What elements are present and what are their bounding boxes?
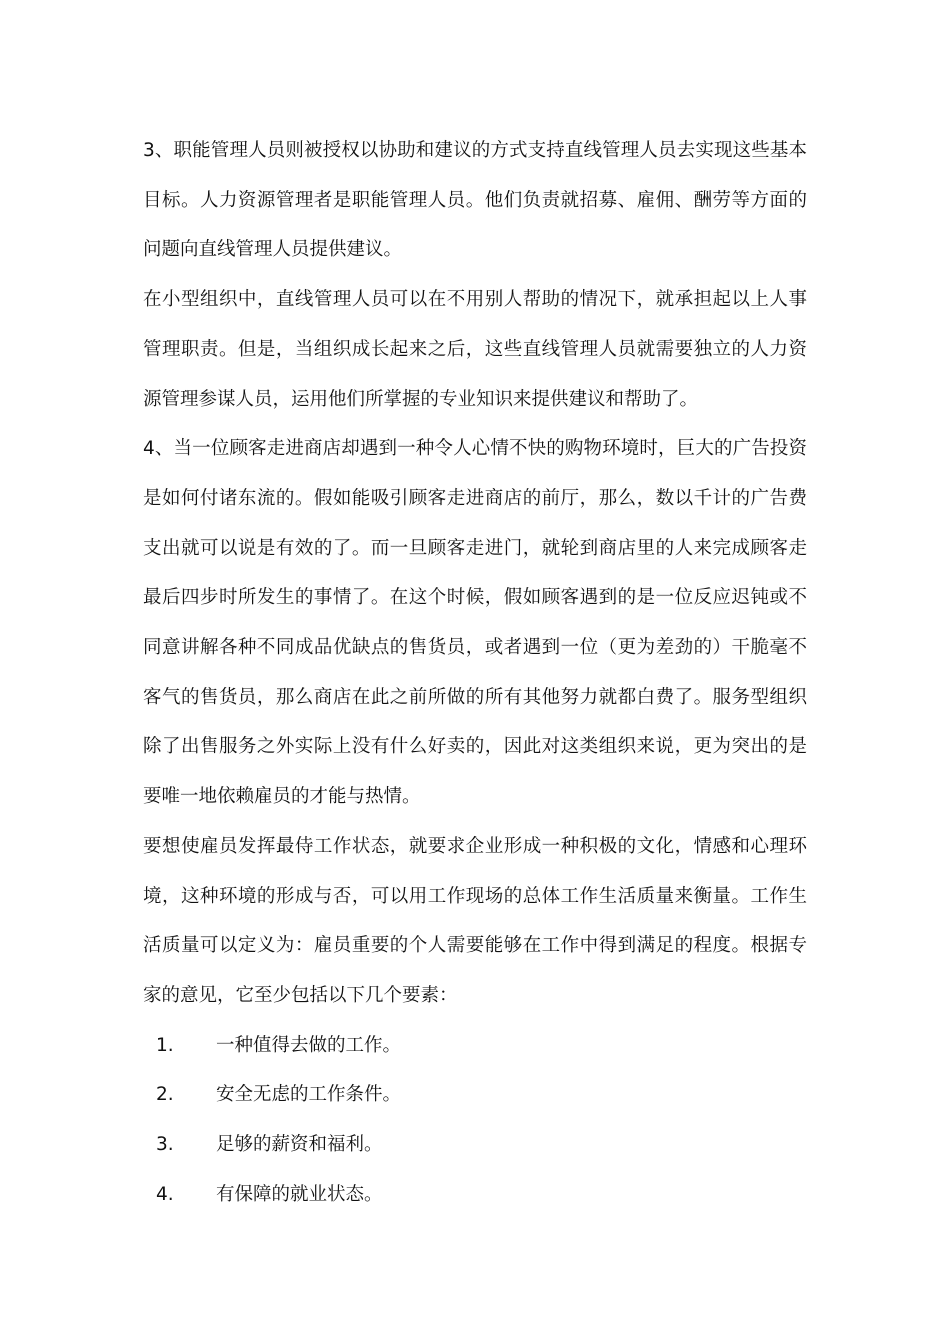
paragraph-functional-managers: 3、职能管理人员则被授权以协助和建议的方式支持直线管理人员去实现这些基本目标。人力资源管理者是职能管理人员。他们负责就招募、雇佣、酬劳等方面的问题向直线管理人员提供建议。 (143, 140, 807, 261)
list-item (143, 1170, 807, 1220)
list-item-number: 1. (156, 1034, 174, 1056)
document-body (143, 126, 807, 1219)
elements-list (143, 1021, 807, 1220)
list-item-text: 足够的薪资和福利。 (216, 1134, 383, 1156)
list-item-number: 3. (156, 1134, 174, 1156)
list-item (143, 1120, 807, 1170)
list-item (143, 1070, 807, 1120)
paragraph-customer-experience: 4、当一位顾客走进商店却遇到一种令人心情不快的购物环境时，巨大的广告投资是如何付诸东流的。假如能吸引顾客走进商店的前厅，那么，数以千计的广告费支出就可以说是有效的了。而一旦顾客走进门，就轮到商店里的人来完成顾客走最后四步时所发生的事情了。在这个时候，假如顾客遇到的是一位反应迟钝或不同意讲解各种不同成品优缺点的售货员，或者遇到一位（更为差劲的）干脆毫不客气的售货员，那么商店在此之前所做的所有其他努力就都白费了。服务型组织除了出售服务之外实际上没有什么好卖的，因此对这类组织来说，更为突出的是要唯一地依赖雇员的才能与热情。 (143, 438, 807, 808)
paragraph-small-organizations: 在小型组织中，直线管理人员可以在不用别人帮助的情况下，就承担起以上人事管理职责。但是，当组织成长起来之后，这些直线管理人员就需要独立的人力资源管理参谋人员，运用他们所掌握的专业知识来提供建议和帮助了。 (143, 289, 807, 410)
list-item (143, 1021, 807, 1071)
list-item-text: 安全无虑的工作条件。 (216, 1084, 402, 1106)
list-item-text: 有保障的就业状态。 (216, 1183, 383, 1205)
list-item-number: 2. (156, 1084, 174, 1106)
paragraph-quality-of-work-life: 要想使雇员发挥最侍工作状态，就要求企业形成一种积极的文化，情感和心理环境，这种环境的形成与否，可以用工作现场的总体工作生活质量来衡量。工作生活质量可以定义为：雇员重要的个人需要能够在工作中得到满足的程度。根据专家的意见，它至少包括以下几个要素： (143, 835, 807, 1006)
list-item-number: 4. (156, 1183, 174, 1205)
list-item-text: 一种值得去做的工作。 (216, 1034, 402, 1056)
